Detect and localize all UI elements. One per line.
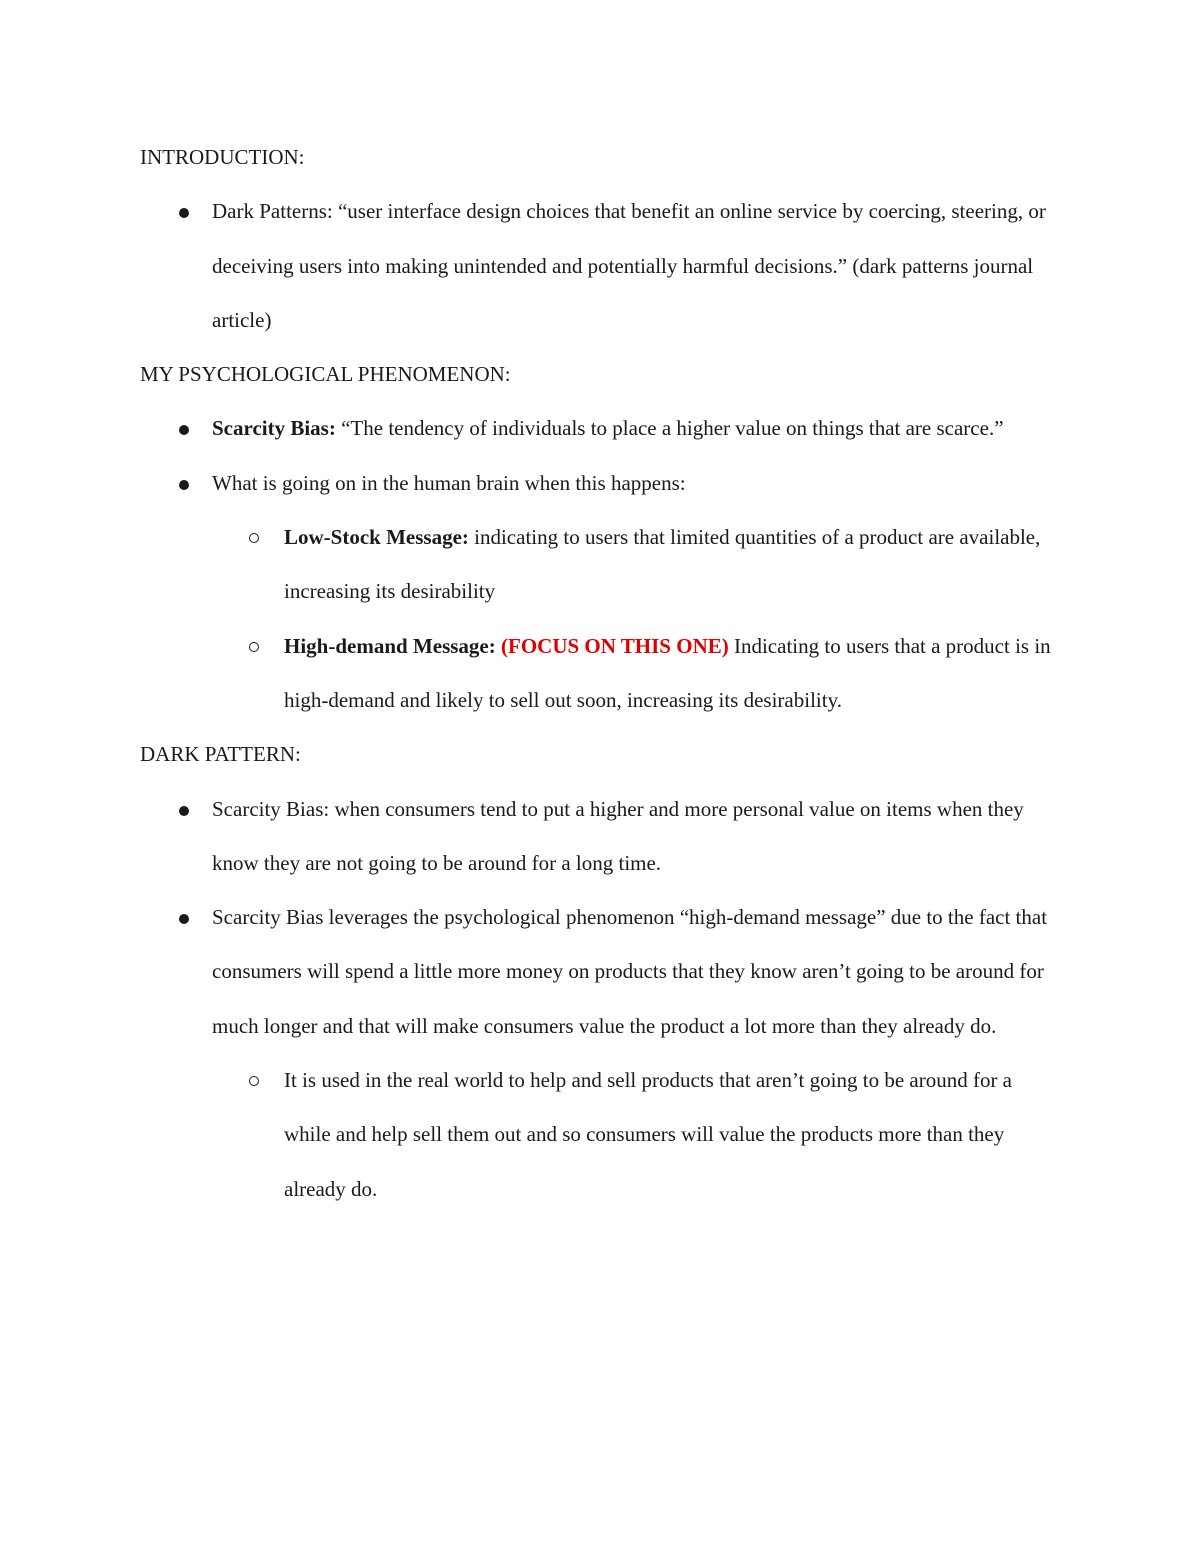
term-label: High-demand Message: xyxy=(284,633,496,658)
term-label: Scarcity Bias: xyxy=(212,416,336,441)
hollow-bullet-icon xyxy=(249,642,259,652)
list-item xyxy=(140,456,1060,727)
dark-pattern-list xyxy=(140,782,1060,1216)
nested-list xyxy=(212,1053,1060,1216)
list-item-text: What is going on in the human brain when this happens: xyxy=(212,470,686,495)
sub-list-item xyxy=(212,510,1060,619)
introduction-list xyxy=(140,184,1060,347)
section-heading-introduction: INTRODUCTION: xyxy=(140,145,305,169)
filled-bullet-icon xyxy=(179,914,189,924)
sub-list-item-text: Indicating to users that a product is in high-demand and likely to sell out soon, increasing its desirability. xyxy=(284,633,1051,712)
list-item xyxy=(140,401,1060,455)
section-heading-phenomenon: MY PSYCHOLOGICAL PHENOMENON: xyxy=(140,362,511,387)
list-item-text: “The tendency of individuals to place a higher value on things that are scarce.” xyxy=(335,416,1004,441)
term-label: Low-Stock Message: xyxy=(284,525,469,550)
list-item-text: Scarcity Bias: when consumers tend to put a higher and more personal value on items when they know they are not going to be around for a long time. xyxy=(212,796,1024,875)
nested-list xyxy=(212,510,1060,727)
document-body xyxy=(140,130,1060,1216)
hollow-bullet-icon xyxy=(249,533,259,543)
filled-bullet-icon xyxy=(179,480,189,490)
list-item xyxy=(140,890,1060,1216)
sub-list-item xyxy=(212,619,1060,728)
list-item xyxy=(140,782,1060,891)
filled-bullet-icon xyxy=(179,425,189,435)
section-heading-dark-pattern: DARK PATTERN: xyxy=(140,742,301,767)
list-item xyxy=(140,184,1060,347)
sub-list-item-text: It is used in the real world to help and sell products that aren’t going to be around for a while and help sell them out and so consumers will value the products more than they already do. xyxy=(284,1068,1013,1201)
focus-note: (FOCUS ON THIS ONE) xyxy=(501,633,729,658)
filled-bullet-icon xyxy=(179,208,189,218)
list-item-text: Scarcity Bias leverages the psychological phenomenon “high-demand message” due to the fact that consumers will spend a little more money on products that they know aren’t going to be around for much longer and that will make consumers value the product a lot more than they already do. xyxy=(212,905,1048,1038)
sub-list-item xyxy=(212,1053,1060,1216)
list-item-text: Dark Patterns: “user interface design choices that benefit an online service by coercing, steering, or deceiving users into making unintended and potentially harmful decisions.” (dark patterns journal article) xyxy=(212,199,1046,332)
phenomenon-list xyxy=(140,401,1060,727)
hollow-bullet-icon xyxy=(249,1076,259,1086)
filled-bullet-icon xyxy=(179,806,189,816)
sub-list-item-text: indicating to users that limited quantities of a product are available, increasing its desirability xyxy=(284,525,1041,604)
